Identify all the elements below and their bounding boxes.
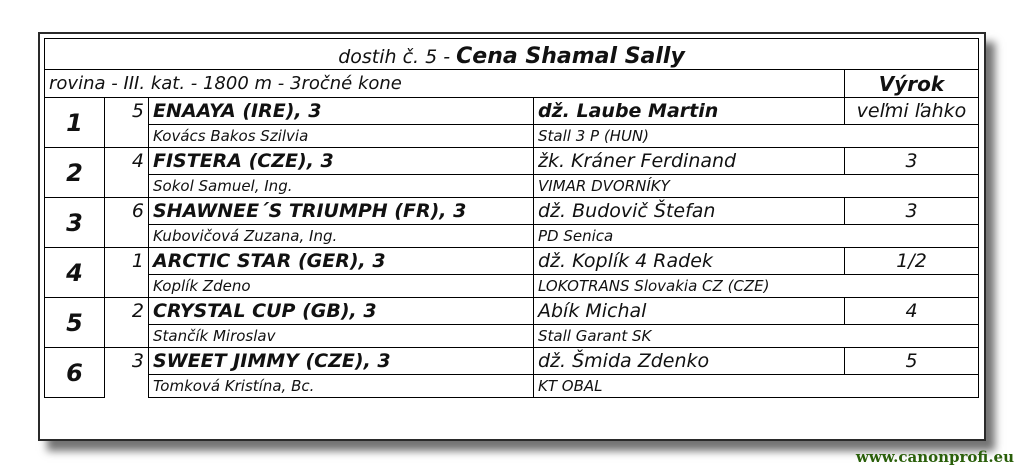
result-subrow [45,125,979,148]
result-subrow [45,375,979,398]
trainer-name: Koplík Zdeno [149,275,534,298]
start-number-spacer [105,275,149,298]
place-cell: 6 [45,348,105,398]
trainer-name: Kubovičová Zuzana, Ing. [149,225,534,248]
rider-name [534,198,845,225]
rider-text: dž. Laube Martin [538,100,719,122]
rider-text: dž. Šmida Zdenko [538,350,710,372]
race-title-prefix: dostih č. 5 - [338,46,457,68]
owner-name: KT OBAL [534,375,979,398]
result-row [45,198,979,225]
place-cell: 5 [45,298,105,348]
start-number-spacer [105,325,149,348]
results-table [44,38,979,398]
result-subrow [45,175,979,198]
start-number: 6 [105,198,149,225]
place-cell: 2 [45,148,105,198]
trainer-name: Tomková Kristína, Bc. [149,375,534,398]
rider-text: žk. Kráner Ferdinand [538,150,737,172]
owner-name: VIMAR DVORNÍKY [534,175,979,198]
margin-cell: 3 [845,198,979,225]
owner-name: Stall 3 P (HUN) [534,125,979,148]
start-number: 5 [105,98,149,125]
start-number: 4 [105,148,149,175]
horse-name: SHAWNEE´S TRIUMPH (FR), 3 [149,198,534,225]
start-number: 2 [105,298,149,325]
rider-name [534,298,845,325]
margin-cell: 5 [845,348,979,375]
owner-name: LOKOTRANS Slovakia CZ (CZE) [534,275,979,298]
result-row [45,298,979,325]
margin-cell: veľmi ľahko [845,98,979,125]
rider-name [534,248,845,275]
rider-name [534,148,845,175]
horse-name: SWEET JIMMY (CZE), 3 [149,348,534,375]
rider-name [534,98,845,125]
place-cell: 3 [45,198,105,248]
race-conditions: rovina - III. kat. - 1800 m - 3ročné kone [45,70,845,98]
place-cell: 1 [45,98,105,148]
owner-name: PD Senica [534,225,979,248]
result-subrow [45,325,979,348]
result-row [45,248,979,275]
race-title-name: Cena Shamal Sally [456,44,685,69]
start-number-spacer [105,225,149,248]
result-subrow [45,225,979,248]
result-row [45,148,979,175]
horse-name: FISTERA (CZE), 3 [149,148,534,175]
start-number: 3 [105,348,149,375]
margin-cell: 4 [845,298,979,325]
horse-name: CRYSTAL CUP (GB), 3 [149,298,534,325]
race-title [45,39,979,70]
horse-name: ENAAYA (IRE), 3 [149,98,534,125]
start-number: 1 [105,248,149,275]
title-row [45,39,979,70]
rider-name [534,348,845,375]
owner-name: Stall Garant SK [534,325,979,348]
trainer-name: Stančík Miroslav [149,325,534,348]
vyrok-header: Výrok [845,70,979,98]
result-row [45,98,979,125]
start-number-spacer [105,175,149,198]
margin-cell: 1/2 [845,248,979,275]
rider-text: dž. Budovič Štefan [538,200,716,222]
start-number-spacer [105,375,149,398]
place-cell: 4 [45,248,105,298]
result-row [45,348,979,375]
result-subrow [45,275,979,298]
trainer-name: Sokol Samuel, Ing. [149,175,534,198]
rider-text: dž. Koplík 4 Radek [538,250,713,272]
margin-cell: 3 [845,148,979,175]
conditions-row [45,70,979,98]
horse-name: ARCTIC STAR (GER), 3 [149,248,534,275]
start-number-spacer [105,125,149,148]
rider-text: Abík Michal [538,300,647,322]
watermark: www.canonprofi.eu [855,448,1014,466]
trainer-name: Kovács Bakos Szilvia [149,125,534,148]
